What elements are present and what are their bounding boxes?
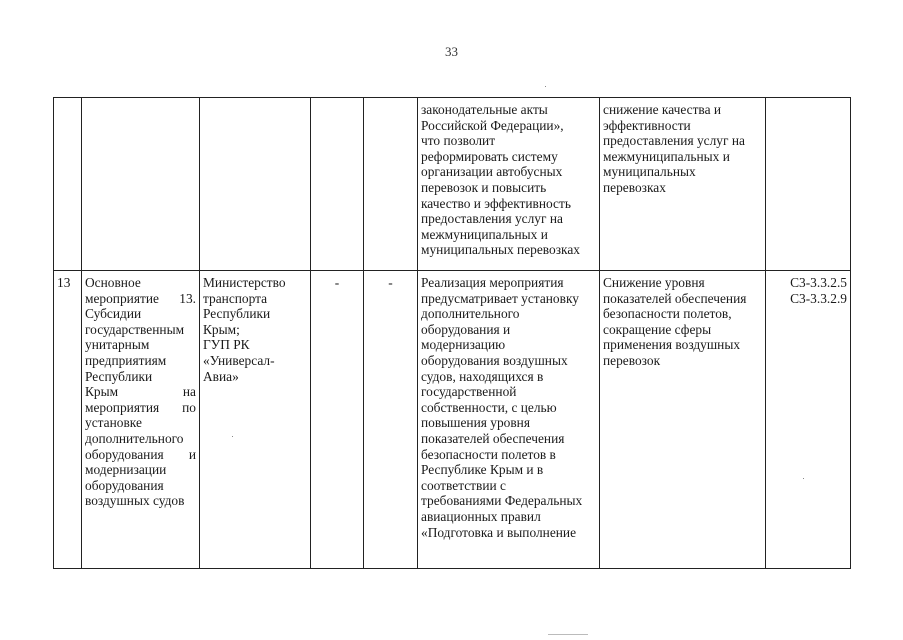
cell-event-name — [82, 271, 200, 569]
text-line: соответствии с — [421, 477, 506, 493]
text-line: Субсидии — [85, 306, 142, 322]
measures-table — [53, 97, 851, 569]
text-line: государственным — [85, 321, 185, 337]
text-line: оборудования — [85, 477, 164, 493]
table-row-13 — [54, 271, 851, 569]
text-line: собственности, с целью — [421, 399, 557, 415]
page-number: 33 — [445, 44, 458, 59]
text-line: оборудования и — [421, 321, 511, 337]
cell-number — [54, 98, 82, 271]
text-line: безопасности полетов, — [603, 306, 732, 322]
text-line: Республики — [85, 368, 153, 384]
text-line: снижение качества и — [603, 102, 722, 117]
text-line: авиационных правил — [421, 508, 541, 524]
text-line: перевозках — [603, 179, 666, 195]
text-line: транспорта — [203, 290, 268, 306]
text-line: судов, находящихся в — [421, 368, 544, 384]
text-line: Снижение уровня — [603, 275, 705, 290]
text-line: качество и эффективность — [421, 195, 571, 211]
cell-indicator-codes — [766, 98, 851, 271]
cell-start-year: - — [311, 271, 364, 569]
text-line: эффективности — [603, 117, 691, 133]
text-line: Основное — [85, 275, 141, 290]
scan-speck — [545, 86, 546, 87]
cell-start-year — [311, 98, 364, 271]
text-line: оборудования воздушных — [421, 352, 568, 368]
text-line: модернизации — [85, 462, 167, 478]
text-line: организации автобусных — [421, 164, 563, 180]
text-line: показателей обеспечения — [603, 290, 747, 306]
text-line: перевозок — [603, 352, 661, 368]
cell-implementation — [418, 98, 600, 271]
text-line: Республике Крым и в — [421, 462, 544, 478]
text-line: что позволит — [421, 133, 496, 149]
text-line: Реализация мероприятия — [421, 275, 564, 290]
text-line: «Подготовка и выполнение — [421, 524, 577, 540]
text-line: государственной — [421, 384, 517, 400]
scan-speck — [232, 436, 233, 437]
cell-end-year: - — [364, 271, 418, 569]
text-line: предоставления услуг на — [421, 211, 563, 227]
text-line: модернизацию — [421, 337, 506, 353]
text-line: Крым на — [85, 384, 196, 400]
scan-speck — [548, 634, 588, 635]
cell-executor — [200, 98, 311, 271]
text-line: Республики — [203, 306, 271, 322]
cell-end-year — [364, 98, 418, 271]
text-line: реформировать систему — [421, 148, 558, 164]
text-line: мероприятие 13. — [85, 290, 196, 306]
text-line: Крым; — [203, 321, 240, 337]
cell-consequences — [600, 98, 766, 271]
indicator-code: С3-3.3.2.5 — [790, 275, 847, 290]
text-line: установке — [85, 415, 142, 431]
cell-executor — [200, 271, 311, 569]
text-line: унитарным — [85, 337, 150, 353]
text-line: перевозок и повысить — [421, 179, 547, 195]
text-line: безопасности полетов в — [421, 446, 556, 462]
text-line: «Универсал- — [203, 352, 275, 368]
cell-consequences — [600, 271, 766, 569]
cell-event-name — [82, 98, 200, 271]
indicator-code: С3-3.3.2.9 — [790, 290, 847, 306]
text-line: предусматривает установку — [421, 290, 579, 306]
text-line: требованиями Федеральных — [421, 493, 583, 509]
text-line: Российской Федерации», — [421, 117, 564, 133]
text-line: законодательные акты — [421, 102, 548, 117]
text-line: повышения уровня — [421, 415, 531, 431]
scan-speck — [803, 478, 804, 479]
text-line: межмуниципальных и — [603, 148, 730, 164]
text-line: ГУП РК — [203, 337, 250, 353]
text-line: показателей обеспечения — [421, 430, 565, 446]
text-line: Авиа» — [203, 368, 239, 384]
cell-number: 13 — [54, 271, 82, 569]
text-line: мероприятия по — [85, 399, 196, 415]
text-line: оборудования и — [85, 446, 196, 462]
table-row-continued — [54, 98, 851, 271]
text-line: дополнительного — [421, 306, 520, 322]
text-line: применения воздушных — [603, 337, 741, 353]
text-line: предприятиям — [85, 352, 167, 368]
text-line: муниципальных — [603, 164, 696, 180]
text-line: межмуниципальных и — [421, 226, 548, 242]
text-line: дополнительного — [85, 430, 184, 446]
text-line: сокращение сферы — [603, 321, 712, 337]
text-line: воздушных судов — [85, 493, 185, 509]
text-line: муниципальных перевозках — [421, 242, 580, 258]
cell-indicator-codes — [766, 271, 851, 569]
cell-implementation — [418, 271, 600, 569]
text-line: Министерство — [203, 275, 286, 290]
text-line: предоставления услуг на — [603, 133, 745, 149]
